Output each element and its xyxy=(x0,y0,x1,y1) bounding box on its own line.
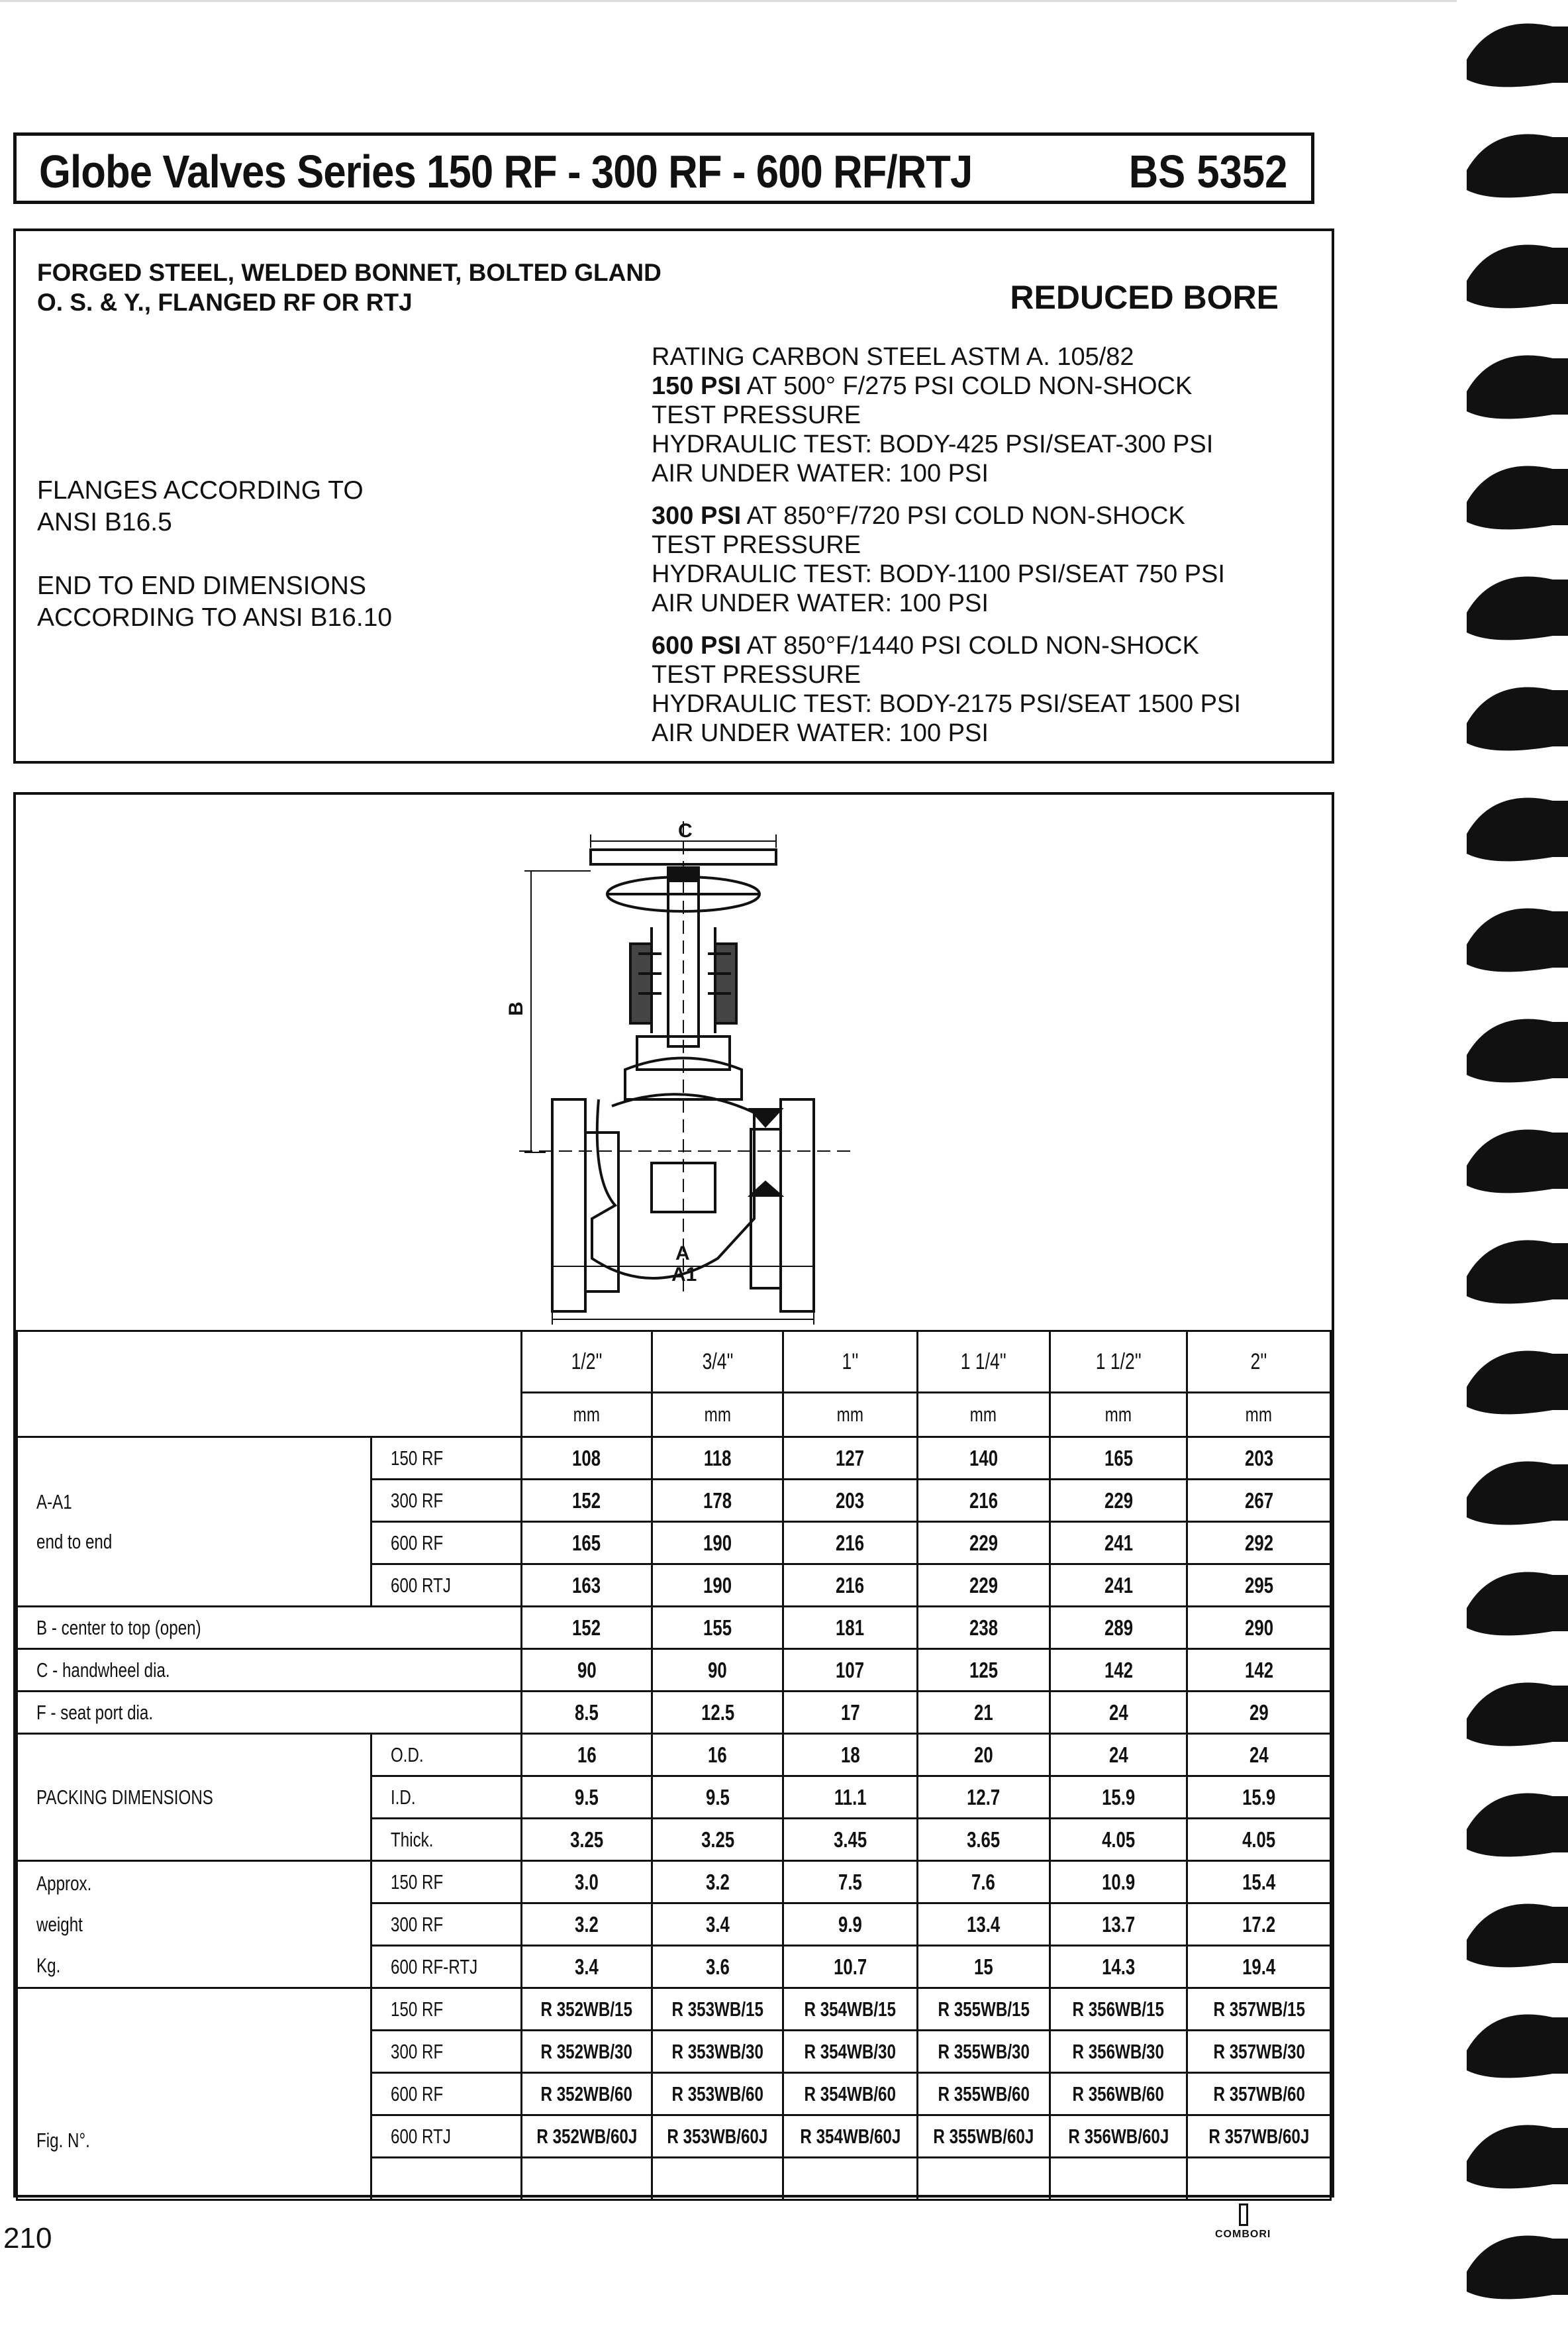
size-header: 1'' xyxy=(783,1331,918,1393)
row-sub-label: 600 RF xyxy=(371,2073,521,2115)
table-cell: 11.1 xyxy=(783,1776,918,1819)
binding-ring xyxy=(1467,24,1568,87)
header-blank xyxy=(17,1393,371,1437)
table-cell: 216 xyxy=(783,1564,918,1607)
table-cell: 15.4 xyxy=(1187,1861,1331,1903)
table-cell: 241 xyxy=(1050,1564,1187,1607)
end-dimensions-line: ACCORDING TO ANSI B16.10 xyxy=(37,603,393,632)
dimension-label-c: C xyxy=(678,820,693,842)
table-cell: 16 xyxy=(521,1734,652,1776)
table-cell xyxy=(917,2158,1050,2200)
row-sub-label: 600 RTJ xyxy=(371,2115,521,2158)
binding-ring xyxy=(1467,577,1568,640)
page-title: Globe Valves Series 150 RF - 300 RF - 600 RF/RTJ xyxy=(39,146,973,197)
table-row xyxy=(17,1861,1331,1903)
row-sub-label: I.D. xyxy=(371,1776,521,1819)
rating-150-text: AT 500° F/275 PSI COLD NON-SHOCK xyxy=(741,372,1193,400)
table-cell: 4.05 xyxy=(1050,1819,1187,1861)
flanges-line: ANSI B16.5 xyxy=(37,508,172,536)
unit-header: mm xyxy=(1187,1393,1331,1437)
unit-header: mm xyxy=(1050,1393,1187,1437)
table-row xyxy=(17,1734,1331,1776)
logo-text: COMBORI xyxy=(1215,2229,1271,2240)
size-header: 3/4'' xyxy=(652,1331,783,1393)
rating-300-psi: 300 PSI xyxy=(652,502,742,530)
table-cell: 3.4 xyxy=(521,1946,652,1988)
rating-600-detail: AIR UNDER WATER: 100 PSI xyxy=(652,719,989,747)
row-label: B - center to top (open) xyxy=(17,1607,522,1649)
table-cell: 9.5 xyxy=(521,1776,652,1819)
table-cell: 15 xyxy=(917,1946,1050,1988)
table-cell: 10.7 xyxy=(783,1946,918,1988)
table-cell: 12.7 xyxy=(917,1776,1050,1819)
table-cell: R 354WB/15 xyxy=(783,1988,918,2031)
binding-ring xyxy=(1467,2125,1568,2189)
row-sub-label: 300 RF xyxy=(371,2031,521,2073)
table-cell: 20 xyxy=(917,1734,1050,1776)
rating-300-detail: TEST PRESSURE xyxy=(652,531,861,559)
size-header: 1 1/4'' xyxy=(917,1331,1050,1393)
binding-ring xyxy=(1467,2236,1568,2300)
table-cell: 13.4 xyxy=(917,1903,1050,1946)
table-cell: 108 xyxy=(521,1437,652,1480)
table-cell: 15.9 xyxy=(1187,1776,1331,1819)
table-row xyxy=(17,1437,1331,1480)
table-cell: 216 xyxy=(917,1480,1050,1522)
table-cell: R 354WB/60 xyxy=(783,2073,918,2115)
table-cell: 9.9 xyxy=(783,1903,918,1946)
rating-150-detail: HYDRAULIC TEST: BODY-425 PSI/SEAT-300 PSI xyxy=(652,430,1214,458)
table-cell: 24 xyxy=(1050,1692,1187,1734)
table-cell: 90 xyxy=(652,1649,783,1692)
rating-600-text: AT 850°F/1440 PSI COLD NON-SHOCK xyxy=(741,632,1199,660)
table-cell: 165 xyxy=(521,1522,652,1564)
binding-ring xyxy=(1467,134,1568,198)
table-cell: 7.5 xyxy=(783,1861,918,1903)
header-blank xyxy=(371,1393,521,1437)
table-cell: R 356WB/15 xyxy=(1050,1988,1187,2031)
binding-ring xyxy=(1467,466,1568,530)
table-cell: 190 xyxy=(652,1522,783,1564)
construction-line: O. S. & Y., FLANGED RF OR RTJ xyxy=(37,289,413,316)
table-cell xyxy=(652,2158,783,2200)
row-sub-label: O.D. xyxy=(371,1734,521,1776)
rating-600-line xyxy=(652,631,1241,660)
table-cell: 118 xyxy=(652,1437,783,1480)
row-sub-label: 150 RF xyxy=(371,1437,521,1480)
rating-300-line xyxy=(652,501,1241,531)
dimension-label-b: B xyxy=(505,1001,527,1016)
table-cell: R 352WB/15 xyxy=(521,1988,652,2031)
table-cell: 267 xyxy=(1187,1480,1331,1522)
table-cell: 24 xyxy=(1050,1734,1187,1776)
binding-ring xyxy=(1467,1462,1568,1525)
table-cell: 178 xyxy=(652,1480,783,1522)
table-cell: 292 xyxy=(1187,1522,1331,1564)
binding-ring xyxy=(1467,1683,1568,1746)
construction-description xyxy=(37,258,662,317)
table-cell: 3.2 xyxy=(652,1861,783,1903)
rating-300-text: AT 850°F/720 PSI COLD NON-SHOCK xyxy=(741,502,1185,530)
rating-150-detail: TEST PRESSURE xyxy=(652,401,861,429)
table-cell: 203 xyxy=(783,1480,918,1522)
unit-header: mm xyxy=(521,1393,652,1437)
table-row xyxy=(17,1692,1331,1734)
table-cell xyxy=(1050,2158,1187,2200)
unit-header: mm xyxy=(783,1393,918,1437)
table-cell: 3.25 xyxy=(521,1819,652,1861)
rating-150-psi: 150 PSI xyxy=(652,372,742,400)
table-cell: 14.3 xyxy=(1050,1946,1187,1988)
table-cell: 12.5 xyxy=(652,1692,783,1734)
spiral-binding xyxy=(1453,0,1568,2326)
table-cell: 4.05 xyxy=(1187,1819,1331,1861)
table-cell: 152 xyxy=(521,1480,652,1522)
table-cell: R 353WB/60 xyxy=(652,2073,783,2115)
binding-ring xyxy=(1467,1240,1568,1304)
table-row xyxy=(17,1649,1331,1692)
table-cell: 163 xyxy=(521,1564,652,1607)
table-cell: R 353WB/60J xyxy=(652,2115,783,2158)
pressure-ratings xyxy=(652,342,1241,748)
table-cell: 3.65 xyxy=(917,1819,1050,1861)
table-cell: 238 xyxy=(917,1607,1050,1649)
table-cell: 8.5 xyxy=(521,1692,652,1734)
table-cell: R 355WB/60 xyxy=(917,2073,1050,2115)
table-cell: 107 xyxy=(783,1649,918,1692)
packing-label: PACKING DIMENSIONS xyxy=(17,1734,371,1861)
standard-label: BS 5352 xyxy=(1128,146,1287,197)
scan-top-edge xyxy=(0,0,1457,2)
table-cell: 3.4 xyxy=(652,1903,783,1946)
table-cell: 125 xyxy=(917,1649,1050,1692)
table-cell: 15.9 xyxy=(1050,1776,1187,1819)
table-cell: 9.5 xyxy=(652,1776,783,1819)
table-cell: R 352WB/60J xyxy=(521,2115,652,2158)
page-number: 210 xyxy=(3,2222,52,2254)
table-cell: 17.2 xyxy=(1187,1903,1331,1946)
table-cell: 90 xyxy=(521,1649,652,1692)
binding-ring xyxy=(1467,1794,1568,1857)
table-cell: 3.0 xyxy=(521,1861,652,1903)
table-cell: R 357WB/60J xyxy=(1187,2115,1331,2158)
construction-line: FORGED STEEL, WELDED BONNET, BOLTED GLAND xyxy=(37,259,662,286)
flanges-line: FLANGES ACCORDING TO xyxy=(37,476,364,505)
weight-label: Approx. weight Kg. xyxy=(17,1861,371,1988)
table-cell: 165 xyxy=(1050,1437,1187,1480)
rating-material: RATING CARBON STEEL ASTM A. 105/82 xyxy=(652,343,1134,371)
dimensions-table xyxy=(16,1330,1332,2201)
company-logo xyxy=(1215,2229,1271,2241)
binding-ring xyxy=(1467,1019,1568,1083)
binding-ring xyxy=(1467,356,1568,419)
table-cell: R 356WB/60J xyxy=(1050,2115,1187,2158)
table-cell: 289 xyxy=(1050,1607,1187,1649)
dimension-label-a1: A1 xyxy=(671,1264,697,1286)
table-cell: 3.2 xyxy=(521,1903,652,1946)
row-sub-label: 600 RF-RTJ xyxy=(371,1946,521,1988)
drawing-and-table-box xyxy=(13,792,1334,2198)
binding-ring xyxy=(1467,1904,1568,1968)
rating-300-detail: AIR UNDER WATER: 100 PSI xyxy=(652,589,989,617)
table-cell: R 356WB/60 xyxy=(1050,2073,1187,2115)
table-cell: 142 xyxy=(1187,1649,1331,1692)
table-cell: R 354WB/60J xyxy=(783,2115,918,2158)
size-header: 1 1/2'' xyxy=(1050,1331,1187,1393)
table-cell xyxy=(521,2158,652,2200)
logo-mark xyxy=(1239,2203,1248,2226)
table-cell: 241 xyxy=(1050,1522,1187,1564)
rating-300-detail: HYDRAULIC TEST: BODY-1100 PSI/SEAT 750 PSI xyxy=(652,560,1225,588)
table-cell: 29 xyxy=(1187,1692,1331,1734)
binding-ring xyxy=(1467,245,1568,309)
table-cell: 216 xyxy=(783,1522,918,1564)
end-dimensions-line: END TO END DIMENSIONS xyxy=(37,572,366,600)
row-sub-label: 600 RF xyxy=(371,1522,521,1564)
table-cell: 140 xyxy=(917,1437,1050,1480)
table-cell: 17 xyxy=(783,1692,918,1734)
table-cell: 290 xyxy=(1187,1607,1331,1649)
table-cell: R 357WB/60 xyxy=(1187,2073,1331,2115)
bore-type: REDUCED BORE xyxy=(1010,279,1279,316)
table-cell: 19.4 xyxy=(1187,1946,1331,1988)
table-cell: 229 xyxy=(917,1564,1050,1607)
table-cell: 3.45 xyxy=(783,1819,918,1861)
table-cell: R 353WB/30 xyxy=(652,2031,783,2073)
table-cell: 16 xyxy=(652,1734,783,1776)
table-cell: R 354WB/30 xyxy=(783,2031,918,2073)
binding-ring xyxy=(1467,1130,1568,1193)
rating-150-detail: AIR UNDER WATER: 100 PSI xyxy=(652,460,989,487)
table-cell: 13.7 xyxy=(1050,1903,1187,1946)
row-sub-label: 300 RF xyxy=(371,1903,521,1946)
row-sub-label: 600 RTJ xyxy=(371,1564,521,1607)
table-cell: R 355WB/60J xyxy=(917,2115,1050,2158)
table-cell: 10.9 xyxy=(1050,1861,1187,1903)
unit-header: mm xyxy=(917,1393,1050,1437)
row-sub-label: 150 RF xyxy=(371,1988,521,2031)
header-blank xyxy=(17,1331,371,1393)
table-cell: 21 xyxy=(917,1692,1050,1734)
rating-150-line xyxy=(652,372,1241,401)
table-cell: R 357WB/30 xyxy=(1187,2031,1331,2073)
table-cell: 18 xyxy=(783,1734,918,1776)
table-cell: R 355WB/15 xyxy=(917,1988,1050,2031)
table-cell: 3.25 xyxy=(652,1819,783,1861)
table-cell: 7.6 xyxy=(917,1861,1050,1903)
table-cell: 295 xyxy=(1187,1564,1331,1607)
table-cell: 190 xyxy=(652,1564,783,1607)
table-cell: 24 xyxy=(1187,1734,1331,1776)
end-dimensions-standard xyxy=(37,570,392,634)
table-cell: 203 xyxy=(1187,1437,1331,1480)
title-box xyxy=(13,132,1314,204)
row-sub-label: Thick. xyxy=(371,1819,521,1861)
unit-header: mm xyxy=(652,1393,783,1437)
flanges-standard xyxy=(37,475,364,538)
table-cell: 3.6 xyxy=(652,1946,783,1988)
table-cell: 142 xyxy=(1050,1649,1187,1692)
binding-ring xyxy=(1467,798,1568,862)
rating-600-detail: HYDRAULIC TEST: BODY-2175 PSI/SEAT 1500 PSI xyxy=(652,690,1241,718)
binding-ring xyxy=(1467,1572,1568,1636)
table-row xyxy=(17,1607,1331,1649)
figure-label: Fig. N°. xyxy=(17,1988,371,2200)
specification-box xyxy=(13,228,1334,764)
table-cell: 155 xyxy=(652,1607,783,1649)
end-to-end-label: A-A1 end to end xyxy=(17,1437,371,1607)
binding-ring xyxy=(1467,2015,1568,2078)
table-cell: 229 xyxy=(1050,1480,1187,1522)
table-cell xyxy=(371,2158,521,2200)
rating-600-detail: TEST PRESSURE xyxy=(652,661,861,689)
table-cell xyxy=(1187,2158,1331,2200)
table-cell: R 353WB/15 xyxy=(652,1988,783,2031)
row-sub-label: 300 RF xyxy=(371,1480,521,1522)
row-sub-label: 150 RF xyxy=(371,1861,521,1903)
rating-600-psi: 600 PSI xyxy=(652,632,742,660)
binding-ring xyxy=(1467,1351,1568,1415)
table-cell: 152 xyxy=(521,1607,652,1649)
globe-valve-drawing xyxy=(16,795,1332,1330)
table-cell: 229 xyxy=(917,1522,1050,1564)
valve-drawing xyxy=(16,795,1332,1330)
binding-ring xyxy=(1467,909,1568,972)
size-header: 1/2'' xyxy=(521,1331,652,1393)
binding-ring xyxy=(1467,687,1568,751)
table-cell: R 352WB/30 xyxy=(521,2031,652,2073)
table-cell: 127 xyxy=(783,1437,918,1480)
table-cell: R 352WB/60 xyxy=(521,2073,652,2115)
table-cell: R 355WB/30 xyxy=(917,2031,1050,2073)
dimension-label-a: A xyxy=(675,1242,690,1264)
table-cell: R 356WB/30 xyxy=(1050,2031,1187,2073)
header-blank xyxy=(371,1331,521,1393)
table-cell: R 357WB/15 xyxy=(1187,1988,1331,2031)
table-cell xyxy=(783,2158,918,2200)
size-header: 2'' xyxy=(1187,1331,1331,1393)
table-row xyxy=(17,1988,1331,2031)
table-cell: 181 xyxy=(783,1607,918,1649)
row-label: C - handwheel dia. xyxy=(17,1649,522,1692)
row-label: F - seat port dia. xyxy=(17,1692,522,1734)
